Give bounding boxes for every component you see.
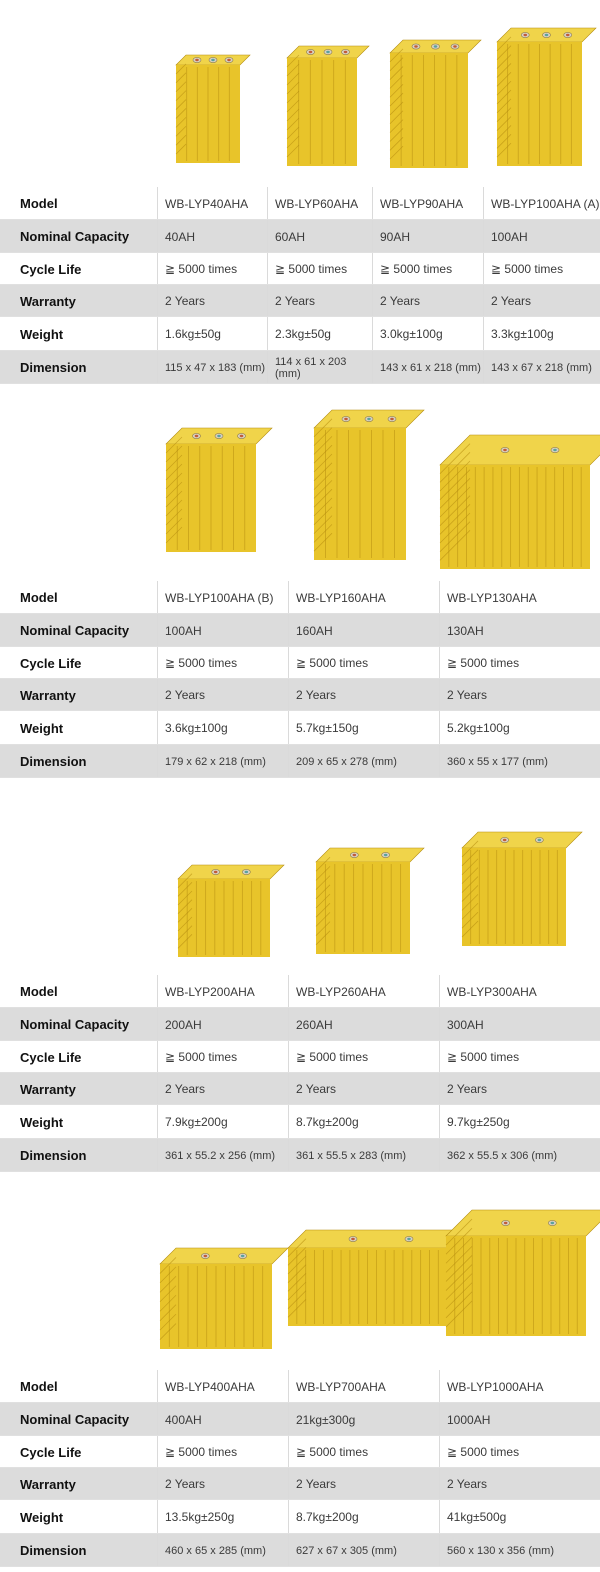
table-row [0,679,600,711]
table-cell: 2 Years [275,294,316,308]
table-row [0,1436,600,1468]
table-cell: 2 Years [380,294,421,308]
table-cell: 2 Years [165,1477,206,1491]
table-cell: ≧ 5000 times [380,262,453,276]
table-cell: 2 Years [491,294,532,308]
row-label: Dimension [20,360,87,375]
table-cell: 3.3kg±100g [491,327,554,341]
table-cell: 400AH [165,1412,202,1427]
table-row [0,975,600,1008]
table-cell: ≧ 5000 times [275,262,348,276]
table-cell: WB-LYP100AHA (B) [165,590,274,605]
row-label: Weight [20,1509,64,1525]
battery-image [388,38,483,170]
table-cell: 60AH [275,229,306,244]
table-cell: 2 Years [296,688,337,702]
table-row [0,1041,600,1073]
table-cell: 13.5kg±250g [165,1510,235,1524]
row-label: Cycle Life [20,655,82,671]
table-cell: 360 x 55 x 177 (mm) [447,755,548,768]
table-row [0,647,600,679]
table-cell: 115 x 47 x 183 (mm) [165,361,266,374]
table-row [0,285,600,317]
table-cell: WB-LYP300AHA [447,984,537,999]
table-cell: 361 x 55.2 x 256 (mm) [165,1149,276,1162]
row-divider [0,1171,600,1172]
table-cell: 627 x 67 x 305 (mm) [296,1544,397,1557]
row-label: Warranty [20,687,76,703]
table-cell: 2 Years [296,1082,337,1096]
table-row [0,614,600,647]
row-divider [0,1566,600,1567]
table-row [0,253,600,285]
table-cell: WB-LYP1000AHA [447,1379,544,1394]
table-cell: WB-LYP130AHA [447,590,537,605]
battery-image [158,1246,290,1351]
row-label: Cycle Life [20,261,82,277]
table-row [0,187,600,220]
table-cell: 8.7kg±200g [296,1510,359,1524]
table-row [0,1500,600,1534]
table-cell: WB-LYP40AHA [165,196,249,211]
row-divider [0,777,600,778]
battery-image [438,433,600,571]
table-cell: 1000AH [447,1412,491,1427]
table-cell: ≧ 5000 times [447,1050,520,1064]
table-cell: ≧ 5000 times [165,656,238,670]
table-row [0,1073,600,1105]
table-cell: 361 x 55.5 x 283 (mm) [296,1149,407,1162]
table-cell: 41kg±500g [447,1510,507,1524]
table-cell: 143 x 67 x 218 (mm) [491,361,592,374]
table-cell: 130AH [447,623,484,638]
table-cell: WB-LYP700AHA [296,1379,386,1394]
table-cell: 2 Years [165,294,206,308]
table-cell: 7.9kg±200g [165,1115,228,1129]
table-row [0,1105,600,1139]
table-cell: 260AH [296,1017,333,1032]
table-row [0,1008,600,1041]
row-label: Nominal Capacity [20,623,130,638]
table-cell: 209 x 65 x 278 (mm) [296,755,397,768]
table-cell: 300AH [447,1017,484,1032]
row-label: Warranty [20,1081,76,1097]
table-cell: 100AH [165,623,202,638]
table-cell: 2 Years [165,688,206,702]
table-row [0,317,600,351]
table-cell: 200AH [165,1017,202,1032]
table-cell: WB-LYP200AHA [165,984,255,999]
table-cell: 362 x 55.5 x 306 (mm) [447,1149,558,1162]
table-cell: WB-LYP160AHA [296,590,386,605]
row-label: Nominal Capacity [20,1412,130,1427]
table-cell: 3.0kg±100g [380,327,443,341]
table-cell: ≧ 5000 times [491,262,564,276]
table-row [0,1403,600,1436]
table-cell: 5.7kg±150g [296,721,359,735]
table-cell: 1.6kg±50g [165,327,221,341]
row-label: Cycle Life [20,1444,82,1460]
row-label: Model [20,1379,58,1394]
table-cell: WB-LYP90AHA [380,196,464,211]
table-cell: 2 Years [296,1477,337,1491]
table-cell: 2 Years [447,1477,488,1491]
table-cell: 3.6kg±100g [165,721,228,735]
row-label: Weight [20,1114,64,1130]
battery-image [176,863,286,959]
table-cell: ≧ 5000 times [296,1445,369,1459]
row-label: Cycle Life [20,1049,82,1065]
table-cell: WB-LYP400AHA [165,1379,255,1394]
row-label: Dimension [20,1543,87,1558]
row-label: Dimension [20,1148,87,1163]
table-cell: 90AH [380,229,411,244]
table-row [0,581,600,614]
table-cell: 2 Years [165,1082,206,1096]
table-cell: ≧ 5000 times [165,262,238,276]
battery-image [444,1208,600,1338]
table-cell: ≧ 5000 times [165,1050,238,1064]
row-label: Weight [20,720,64,736]
row-label: Model [20,196,58,211]
row-label: Nominal Capacity [20,1017,130,1032]
table-cell: ≧ 5000 times [165,1445,238,1459]
table-cell: 179 x 62 x 218 (mm) [165,755,266,768]
battery-image [285,44,371,168]
battery-image [495,26,598,168]
battery-image [164,426,274,554]
table-row [0,1534,600,1567]
battery-image [460,830,584,948]
table-cell: ≧ 5000 times [296,656,369,670]
row-label: Dimension [20,754,87,769]
table-cell: 9.7kg±250g [447,1115,510,1129]
table-cell: 160AH [296,623,333,638]
table-cell: 100AH [491,229,528,244]
table-cell: 143 x 61 x 218 (mm) [380,361,481,374]
table-cell: 560 x 130 x 356 (mm) [447,1544,554,1557]
table-row [0,351,600,384]
row-label: Model [20,590,58,605]
table-cell: 2 Years [447,1082,488,1096]
table-cell: 2.3kg±50g [275,327,331,341]
row-divider [0,383,600,384]
table-cell: 21kg±300g [296,1412,356,1427]
row-label: Nominal Capacity [20,229,130,244]
battery-image [314,846,426,956]
table-row [0,711,600,745]
battery-image [174,53,252,165]
table-row [0,1468,600,1500]
table-cell: ≧ 5000 times [447,656,520,670]
table-cell: 5.2kg±100g [447,721,510,735]
table-cell: 460 x 65 x 285 (mm) [165,1544,266,1557]
table-row [0,1139,600,1172]
row-label: Model [20,984,58,999]
table-cell: 40AH [165,229,196,244]
table-cell: ≧ 5000 times [296,1050,369,1064]
table-row [0,745,600,778]
row-label: Warranty [20,1476,76,1492]
table-cell: 8.7kg±200g [296,1115,359,1129]
table-cell: WB-LYP60AHA [275,196,359,211]
table-row [0,1370,600,1403]
battery-image [312,408,426,562]
row-label: Weight [20,326,64,342]
table-cell: 2 Years [447,688,488,702]
table-cell: 114 x 61 x 203 (mm) [275,355,347,380]
table-row [0,220,600,253]
table-cell: WB-LYP260AHA [296,984,386,999]
table-cell: ≧ 5000 times [447,1445,520,1459]
table-cell: WB-LYP100AHA (A) [491,196,600,211]
row-label: Warranty [20,293,76,309]
